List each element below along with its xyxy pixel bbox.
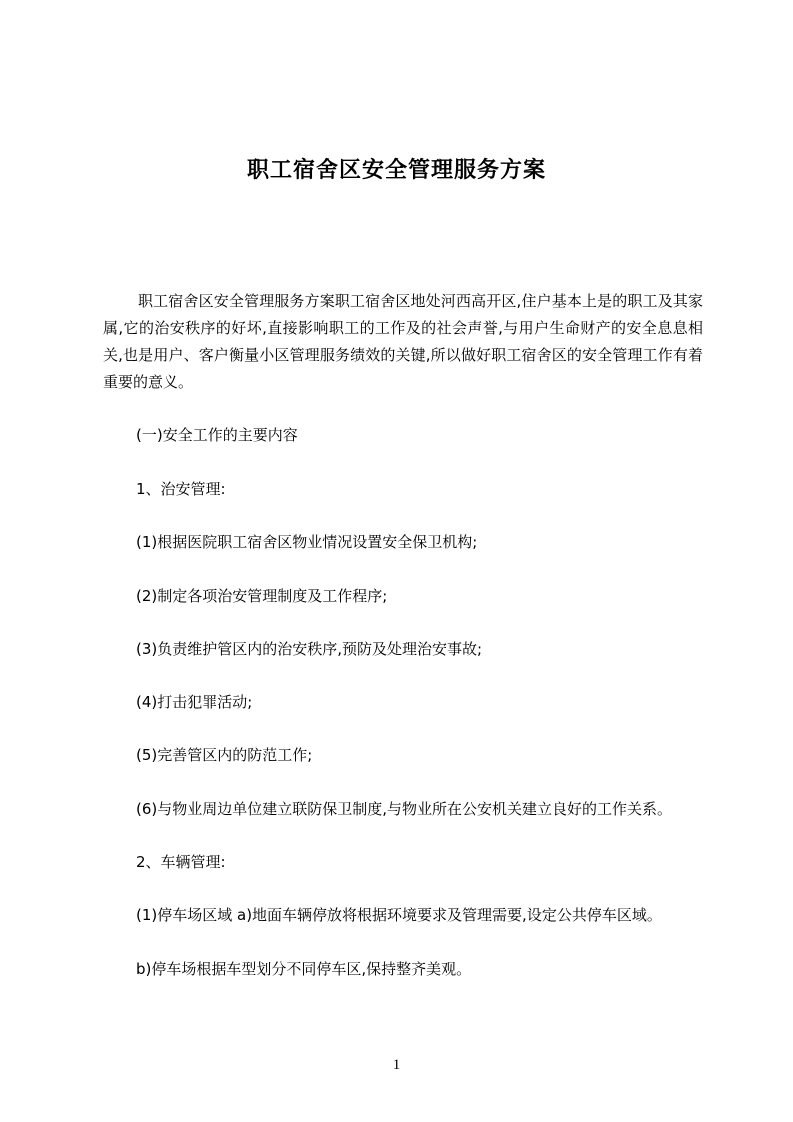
- section-heading-safety-work: (一)安全工作的主要内容: [136, 426, 298, 444]
- list-item-prevention-work: (5)完善管区内的防范工作;: [136, 746, 313, 764]
- list-item-joint-defense: (6)与物业周边单位建立联防保卫制度,与物业所在公安机关建立良好的工作关系。: [136, 800, 673, 818]
- list-item-parking-zones: b)停车场根据车型划分不同停车区,保持整齐美观。: [136, 960, 472, 978]
- page-number: 1: [392, 1057, 401, 1073]
- subsection-heading-vehicle-management: 2、车辆管理:: [136, 853, 226, 871]
- list-item-parking-area: (1)停车场区域 a)地面车辆停放将根据环境要求及管理需要,设定公共停车区域。: [136, 906, 662, 924]
- document-title: 职工宿舍区安全管理服务方案: [246, 157, 546, 183]
- list-item-management-rules: (2)制定各项治安管理制度及工作程序;: [136, 587, 388, 605]
- list-item-fight-crime: (4)打击犯罪活动;: [136, 693, 253, 711]
- list-item-security-organization: (1)根据医院职工宿舍区物业情况设置安全保卫机构;: [136, 533, 478, 551]
- intro-paragraph: 职工宿舍区安全管理服务方案职工宿舍区地处河西高开区,住户基本上是的职工及其家属,它的治安秩序的好坏,直接影响职工的工作及的社会声誉,与用户生命财产的安全息息相关,也是用户、客户衡量小区管理服务绩效的关键,所以做好职工宿舍区的安全管理工作有着重要的意义。: [103, 292, 703, 391]
- subsection-heading-public-security: 1、治安管理:: [136, 480, 226, 498]
- list-item-maintain-order: (3)负责维护管区内的治安秩序,预防及处理治安事故;: [136, 640, 483, 658]
